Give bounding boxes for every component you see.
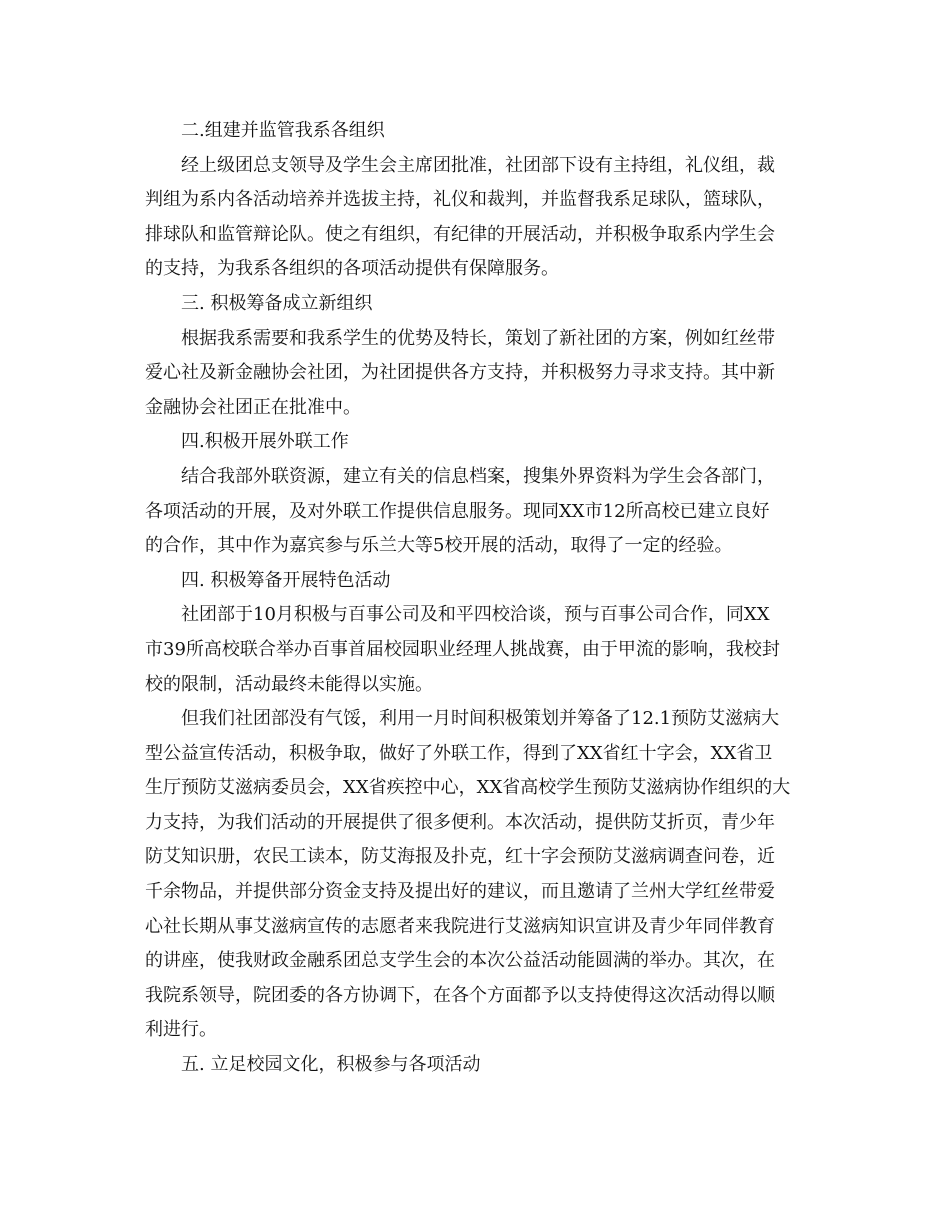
paragraph-line: 判组为系内各活动培养并选拔主持，礼仪和裁判，并监督我系足球队，篮球队， [145,189,775,211]
paragraph [145,322,805,426]
paragraph-line: 各项活动的开展，及对外联工作提供信息服务。现同XX市12所高校已建立良好 [145,500,770,522]
heading-text: 四. 积极筹备开展特色活动 [181,569,391,591]
paragraph-line: 我院系领导，院团委的各方协调下，在各个方面都予以支持使得这次活动得以顺 [145,984,775,1006]
paragraph-line: 根据我系需要和我系学生的优势及特长，策划了新社团的方案，例如红丝带 [181,327,775,349]
heading-text: 三. 积极筹备成立新组织 [181,292,373,314]
document-body [145,114,805,1083]
section-heading [145,425,805,460]
paragraph-line: 市39所高校联合举办百事首届校园职业经理人挑战赛，由于甲流的影响，我校封 [145,638,780,660]
paragraph-line: 的合作，其中作为嘉宾参与乐兰大等5校开展的活动，取得了一定的经验。 [145,535,733,557]
paragraph [145,460,805,564]
paragraph-line: 利进行。 [145,1019,217,1041]
heading-text: 四.积极开展外联工作 [181,431,349,453]
paragraph [145,149,805,287]
paragraph-line: 的讲座，使我财政金融系团总支学生会的本次公益活动能圆满的举办。其次，在 [145,950,775,972]
paragraph-line: 防艾知识册，农民工读本，防艾海报及扑克，红十字会预防艾滋病调查问卷，近 [145,846,775,868]
paragraph-line: 经上级团总支领导及学生会主席团批准，社团部下设有主持组，礼仪组，裁 [181,154,775,176]
paragraph-line: 爱心社及新金融协会社团，为社团提供各方支持，并积极努力寻求支持。其中新 [145,362,775,384]
paragraph-line: 排球队和监管辩论队。使之有组织，有纪律的开展活动，并积极争取系内学生会 [145,223,775,245]
paragraph-line: 金融协会社团正在批准中。 [145,396,361,418]
paragraph-line: 的支持，为我系各组织的各项活动提供有保障服务。 [145,258,559,280]
heading-text: 五. 立足校园文化，积极参与各项活动 [181,1054,481,1076]
section-heading [145,564,805,599]
paragraph-line: 型公益宣传活动，积极争取，做好了外联工作，得到了XX省红十字会，XX省卫 [145,742,773,764]
paragraph [145,702,805,1048]
paragraph-line: 心社长期从事艾滋病宣传的志愿者来我院进行艾滋病知识宣讲及青少年同伴教育 [145,915,775,937]
section-heading [145,1048,805,1083]
section-heading [145,287,805,322]
section-heading [145,114,805,149]
paragraph-line: 结合我部外联资源，建立有关的信息档案，搜集外界资料为学生会各部门， [181,465,775,487]
paragraph-line: 力支持，为我们活动的开展提供了很多便利。本次活动，提供防艾折页，青少年 [145,811,775,833]
paragraph-line: 生厅预防艾滋病委员会，XX省疾控中心，XX省高校学生预防艾滋病协作组织的大 [145,777,791,799]
paragraph-line: 社团部于10月积极与百事公司及和平四校洽谈，预与百事公司合作，同XX [181,604,770,626]
paragraph-line: 千余物品，并提供部分资金支持及提出好的建议，而且邀请了兰州大学红丝带爱 [145,881,775,903]
paragraph-line: 校的限制，活动最终未能得以实施。 [145,673,433,695]
paragraph [145,598,805,702]
heading-text: 二.组建并监管我系各组织 [181,120,385,141]
paragraph-line: 但我们社团部没有气馁，利用一月时间积极策划并筹备了12.1预防艾滋病大 [181,708,780,730]
